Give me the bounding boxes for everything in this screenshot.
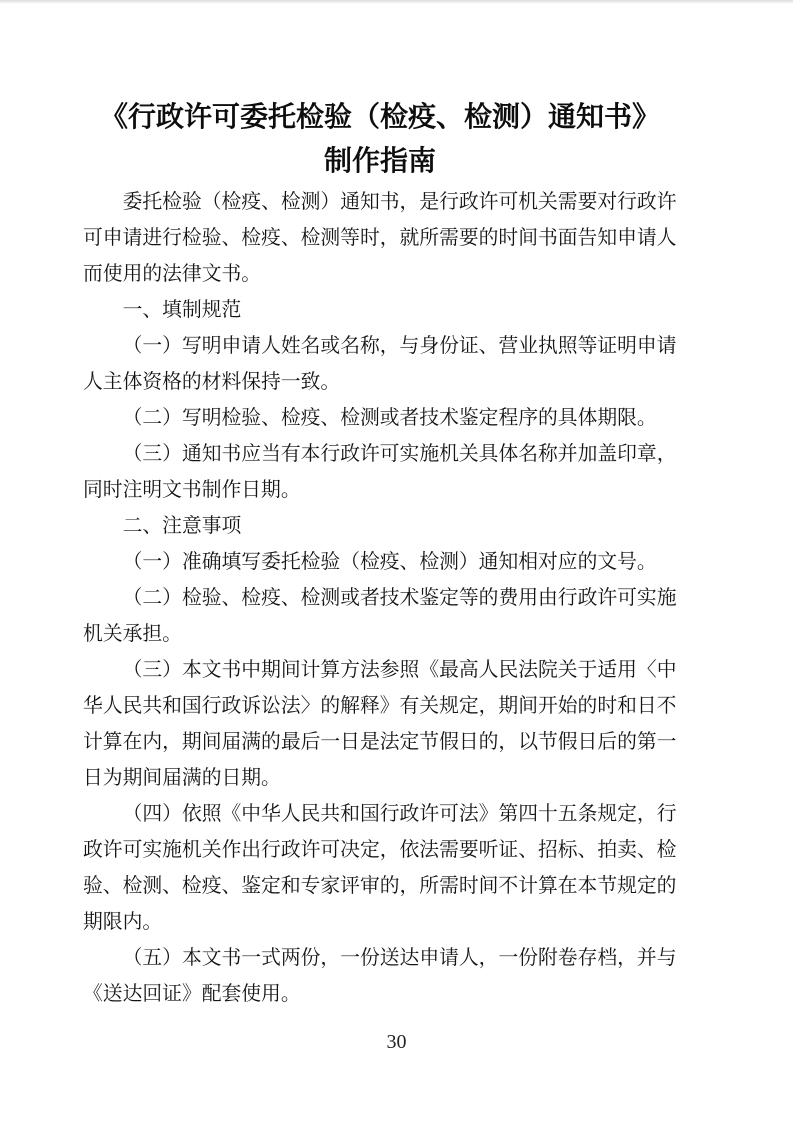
paragraph — [83, 400, 677, 436]
paragraph — [83, 652, 677, 796]
text-line: （一）准确填写委托检验（检疫、检测）通知相对应的文号。 — [122, 551, 657, 573]
text-line: 日为期间届满的日期。 — [83, 767, 281, 789]
text-line: （一）写明申请人姓名或名称，与身份证、营业执照等证明申请 — [122, 335, 677, 357]
paragraph — [83, 184, 677, 292]
text-line: （五）本文书一式两份，一份送达申请人，一份附卷存档，并与 — [122, 947, 677, 969]
title-line-2: 制作指南 — [323, 146, 436, 177]
body — [83, 184, 677, 1012]
paragraph — [83, 436, 677, 508]
document-title — [83, 96, 677, 184]
text-line: （四）依照《中华人民共和国行政许可法》第四十五条规定，行 — [122, 803, 677, 825]
text-line: 华人民共和国行政诉讼法〉的解释》有关规定，期间开始的时和日不 — [83, 695, 677, 717]
text-line: 政许可实施机关作出行政许可决定，依法需要听证、招标、拍卖、检 — [83, 839, 677, 861]
paragraph — [83, 292, 677, 328]
text-line: 验、检测、检疫、鉴定和专家评审的，所需时间不计算在本节规定的 — [83, 875, 677, 897]
title-line-1: 《行政许可委托检验（检疫、检测）通知书》 — [99, 102, 660, 133]
scan-edge — [0, 0, 793, 4]
paragraph — [83, 544, 677, 580]
text-line: 期限内。 — [83, 911, 163, 933]
text-line: 《送达回证》配套使用。 — [83, 983, 301, 1005]
text-line: （三）通知书应当有本行政许可实施机关具体名称并加盖印章， — [122, 443, 677, 465]
paragraph — [83, 508, 677, 544]
paragraph — [83, 940, 677, 1012]
paragraph — [83, 328, 677, 400]
text-line: （二）写明检验、检疫、检测或者技术鉴定程序的具体期限。 — [122, 407, 657, 429]
text-line: （二）检验、检疫、检测或者技术鉴定等的费用由行政许可实施 — [122, 587, 677, 609]
text-line: 同时注明文书制作日期。 — [83, 479, 301, 501]
text-line: 一、填制规范 — [122, 299, 242, 321]
document-content — [83, 96, 677, 1012]
text-line: 机关承担。 — [83, 623, 182, 645]
text-line: 可申请进行检验、检疫、检测等时，就所需要的时间书面告知申请人 — [83, 227, 677, 249]
text-line: 而使用的法律文书。 — [83, 263, 262, 285]
text-line: 人主体资格的材料保持一致。 — [83, 371, 341, 393]
text-line: 计算在内，期间届满的最后一日是法定节假日的，以节假日后的第一 — [83, 731, 677, 753]
text-line: 二、注意事项 — [122, 515, 242, 537]
paragraph — [83, 580, 677, 652]
text-line: （三）本文书中期间计算方法参照《最高人民法院关于适用〈中 — [122, 659, 677, 681]
page-number: 30 — [386, 1031, 407, 1053]
text-line: 委托检验（检疫、检测）通知书，是行政许可机关需要对行政许 — [122, 191, 677, 213]
paragraph — [83, 796, 677, 940]
